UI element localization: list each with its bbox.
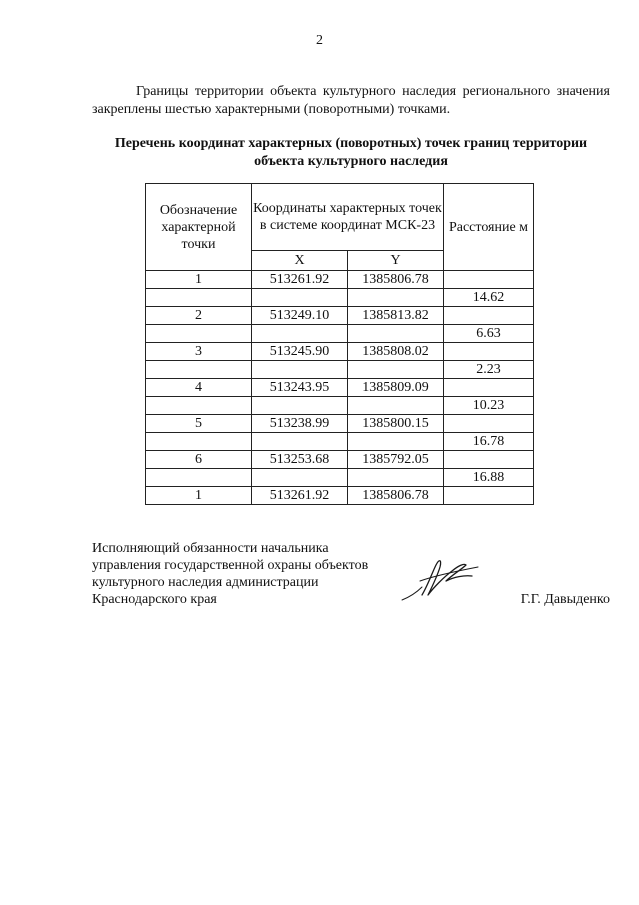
- cell-x: 513243.95: [252, 379, 348, 397]
- header-point-designation: Обозначение характерной точки: [146, 184, 252, 271]
- cell-point: 1: [146, 487, 252, 505]
- cell-x: 513261.92: [252, 487, 348, 505]
- cell-x: 513261.92: [252, 271, 348, 289]
- cell-point: 5: [146, 415, 252, 433]
- table-row: [146, 325, 534, 343]
- signer-position-line: Исполняющий обязанности начальника: [92, 541, 329, 556]
- signer-position-line: культурного наследия администрации: [92, 575, 319, 590]
- table-row: [146, 343, 534, 361]
- signer-position-line: Краснодарского края: [92, 592, 217, 607]
- cell-y: 1385809.09: [348, 379, 444, 397]
- table-row: [146, 451, 534, 469]
- coordinates-list-title: Перечень координат характерных (поворотных) точек границ территории объекта культурного наследия: [114, 136, 588, 169]
- intro-paragraph: Границы территории объекта культурного наследия регионального значения закреплены шестью характерными (поворотными) точками.: [92, 84, 610, 117]
- cell-y: [348, 361, 444, 379]
- header-coordinates-group: Координаты характерных точек в системе координат МСК-23: [252, 184, 444, 251]
- cell-point: [146, 397, 252, 415]
- header-y: Y: [348, 250, 444, 270]
- cell-y: 1385800.15: [348, 415, 444, 433]
- cell-distance: [444, 451, 534, 469]
- cell-x: [252, 433, 348, 451]
- signer-name: Г.Г. Давыденко: [520, 592, 610, 607]
- header-distance: Расстояние м: [444, 184, 534, 271]
- cell-x: [252, 469, 348, 487]
- signer-position-line: управления государственной охраны объектов: [92, 558, 369, 573]
- cell-x: [252, 361, 348, 379]
- header-x: X: [252, 250, 348, 270]
- cell-distance: [444, 307, 534, 325]
- coordinates-table: [145, 183, 534, 505]
- cell-x: 513249.10: [252, 307, 348, 325]
- cell-distance: 14.62: [444, 289, 534, 307]
- cell-point: 2: [146, 307, 252, 325]
- cell-distance: 6.63: [444, 325, 534, 343]
- table-row: [146, 289, 534, 307]
- table-row: [146, 469, 534, 487]
- table-row: [146, 361, 534, 379]
- table-row: [146, 307, 534, 325]
- cell-x: 513245.90: [252, 343, 348, 361]
- cell-distance: 10.23: [444, 397, 534, 415]
- table-row: [146, 271, 534, 289]
- cell-y: [348, 433, 444, 451]
- cell-x: [252, 325, 348, 343]
- cell-distance: [444, 271, 534, 289]
- cell-point: 6: [146, 451, 252, 469]
- cell-point: 4: [146, 379, 252, 397]
- cell-x: [252, 397, 348, 415]
- signer-position: [92, 540, 422, 608]
- cell-distance: 16.88: [444, 469, 534, 487]
- cell-y: 1385806.78: [348, 487, 444, 505]
- table-header-row: [146, 184, 534, 251]
- cell-distance: [444, 487, 534, 505]
- cell-y: [348, 289, 444, 307]
- cell-y: [348, 325, 444, 343]
- table-row: [146, 433, 534, 451]
- cell-distance: [444, 379, 534, 397]
- cell-y: 1385792.05: [348, 451, 444, 469]
- cell-y: [348, 397, 444, 415]
- table-row: [146, 415, 534, 433]
- cell-distance: [444, 343, 534, 361]
- cell-x: [252, 289, 348, 307]
- cell-distance: 16.78: [444, 433, 534, 451]
- cell-y: [348, 469, 444, 487]
- cell-distance: 2.23: [444, 361, 534, 379]
- cell-y: 1385813.82: [348, 307, 444, 325]
- cell-x: 513253.68: [252, 451, 348, 469]
- cell-point: [146, 361, 252, 379]
- table-row: [146, 487, 534, 505]
- cell-y: 1385806.78: [348, 271, 444, 289]
- table-row: [146, 397, 534, 415]
- page-number: 2: [316, 33, 323, 48]
- table-row: [146, 379, 534, 397]
- cell-point: [146, 289, 252, 307]
- cell-point: 3: [146, 343, 252, 361]
- cell-point: [146, 433, 252, 451]
- cell-x: 513238.99: [252, 415, 348, 433]
- cell-distance: [444, 415, 534, 433]
- cell-y: 1385808.02: [348, 343, 444, 361]
- handwritten-signature-icon: [392, 545, 492, 605]
- cell-point: 1: [146, 271, 252, 289]
- cell-point: [146, 469, 252, 487]
- cell-point: [146, 325, 252, 343]
